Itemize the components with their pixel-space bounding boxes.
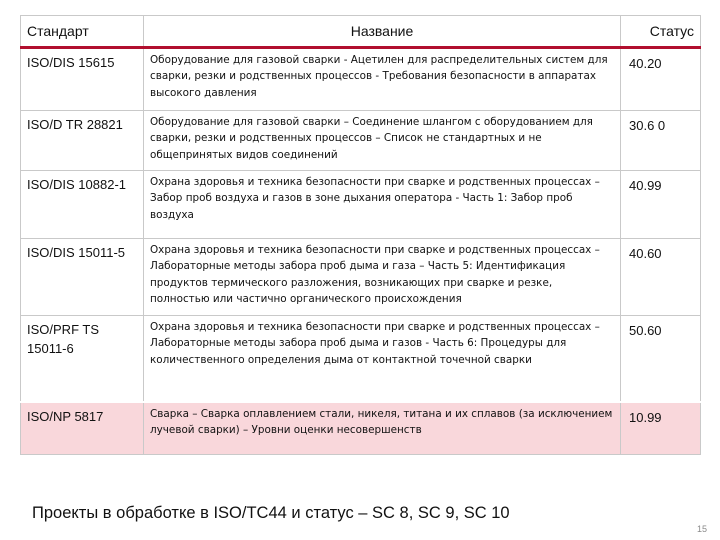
standard-cell: ISO/DIS 15615 [21, 48, 144, 111]
slide-footer-title: Проекты в обработке в ISO/TC44 и статус – SC 8, SC 9, SC 10 [32, 504, 510, 522]
name-cell: Охрана здоровья и техника безопасности при сварке и родственных процессах – Лабораторные методы забора проб дыма и газа – Часть 5: Идентификация продуктов термического разложения, возникающих при сварке и резке, полностью или частично органического происхождения [144, 239, 621, 316]
table-row-highlighted [21, 402, 701, 455]
standards-table-container [20, 15, 700, 455]
standard-cell: ISO/D TR 28821 [21, 111, 144, 171]
name-cell: Охрана здоровья и техника безопасности при сварке и родственных процессах – Лабораторные методы забора проб дыма и газов - Часть 6: Процедуры для количественного определения дыма от контактной точечной сварки [144, 316, 621, 403]
status-cell: 50.60 [621, 316, 701, 403]
table-header-row [21, 16, 701, 48]
standard-cell: ISO/DIS 10882-1 [21, 171, 144, 239]
name-cell: Охрана здоровья и техника безопасности при сварке и родственных процессах – Забор проб воздуха и газов в зоне дыхания оператора - Часть 1: Забор проб воздуха [144, 171, 621, 239]
status-cell: 40.99 [621, 171, 701, 239]
column-header-name: Название [144, 16, 621, 48]
table-row [21, 48, 701, 111]
name-cell: Оборудование для газовой сварки - Ацетилен для распределительных систем для сварки, резки и родственных процессов - Требования безопасности в аппаратах высокого давления [144, 48, 621, 111]
standard-cell: ISO/PRF TS 15011-6 [21, 316, 144, 403]
status-cell: 10.99 [621, 402, 701, 455]
page-number: 15 [697, 524, 708, 534]
status-cell: 40.60 [621, 239, 701, 316]
standard-cell: ISO/DIS 15011-5 [21, 239, 144, 316]
name-cell: Оборудование для газовой сварки – Соединение шлангом с оборудованием для сварки, резки и родственных процессов – Список не стандартных и не общепринятых видов соединений [144, 111, 621, 171]
table-row [21, 316, 701, 403]
column-header-standard: Стандарт [21, 16, 144, 48]
standard-cell: ISO/NP 5817 [21, 402, 144, 455]
table-row [21, 239, 701, 316]
standards-table [20, 15, 701, 455]
status-cell: 40.20 [621, 48, 701, 111]
column-header-status: Статус [621, 16, 701, 48]
table-row [21, 111, 701, 171]
status-cell: 30.6 0 [621, 111, 701, 171]
table-row [21, 171, 701, 239]
name-cell: Сварка – Сварка оплавлением стали, никеля, титана и их сплавов (за исключением лучевой сварки) – Уровни оценки несовершенств [144, 402, 621, 455]
